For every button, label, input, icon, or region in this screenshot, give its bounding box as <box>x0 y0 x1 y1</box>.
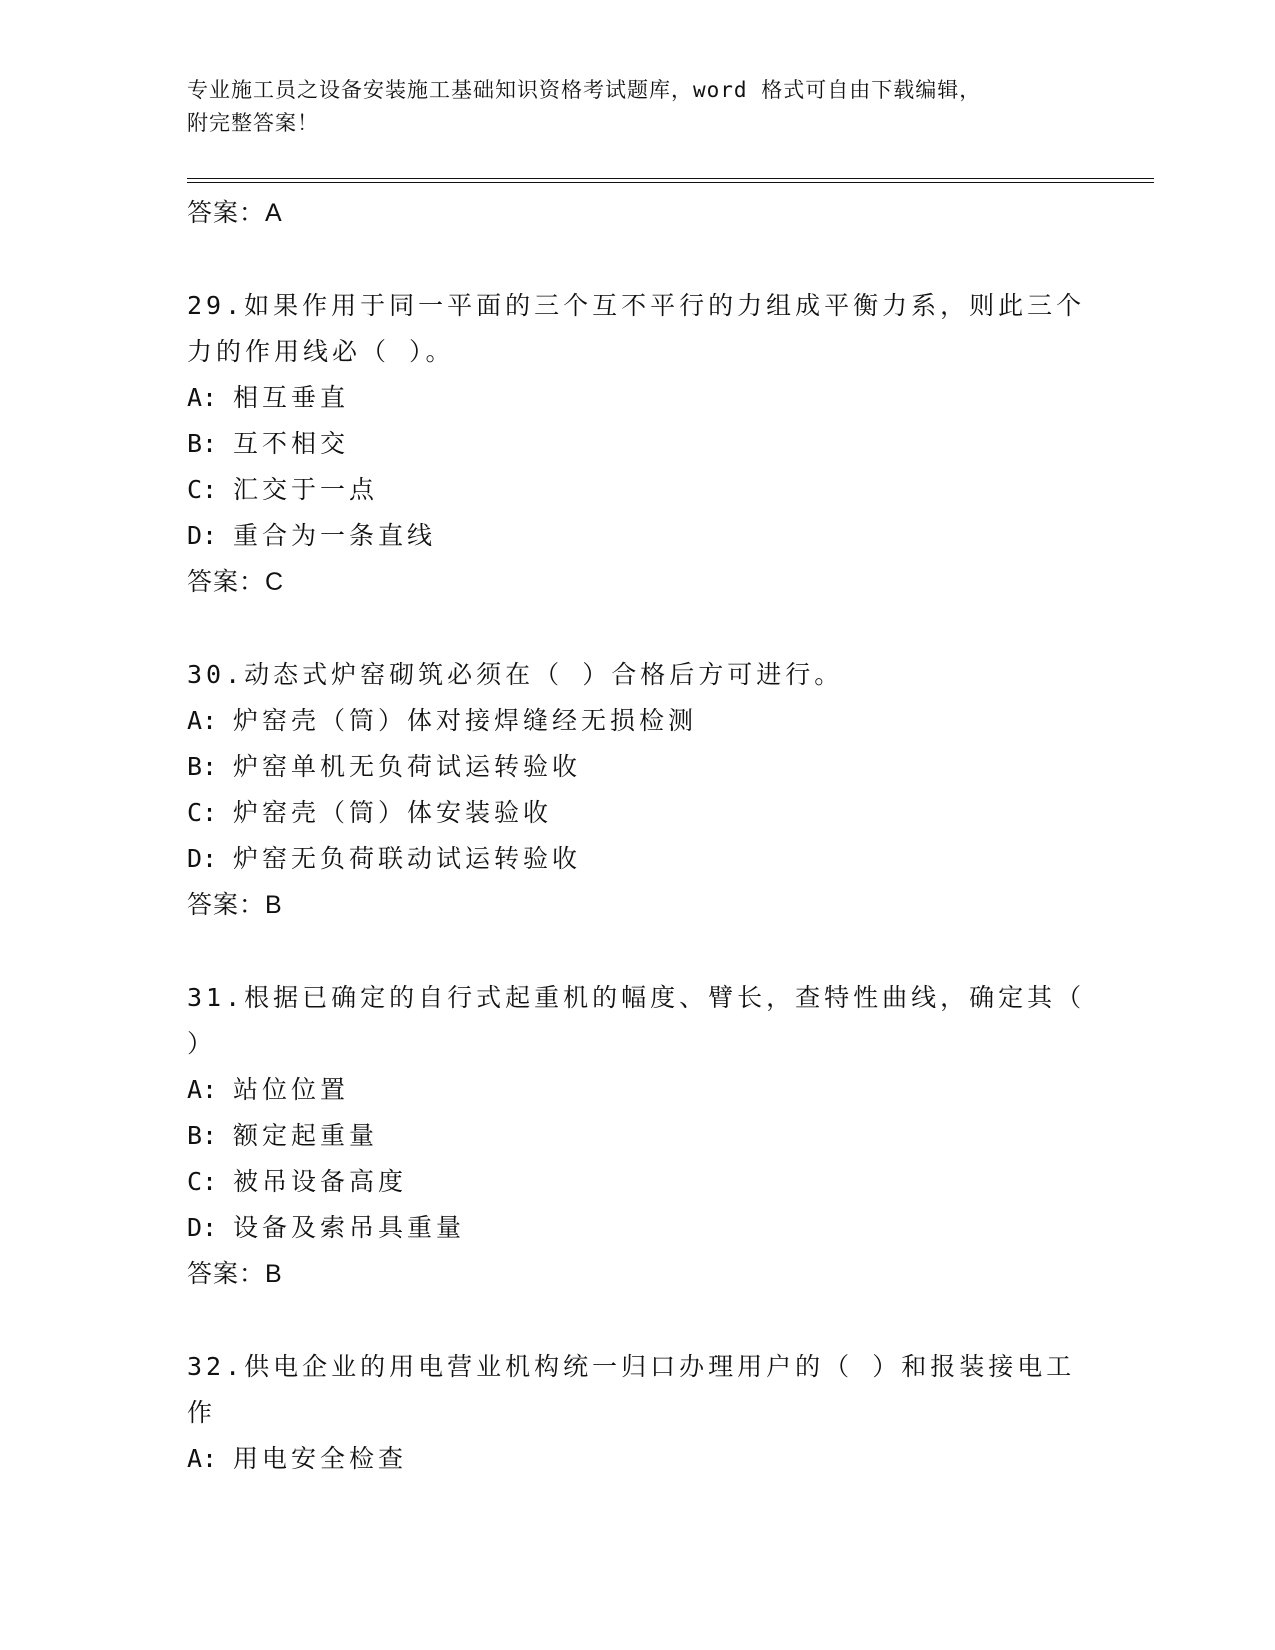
option-text: 站位位置 <box>233 1075 350 1104</box>
option-text: 用电安全检查 <box>233 1444 408 1473</box>
option-text: 炉窑无负荷联动试运转验收 <box>233 844 582 873</box>
option-label: B: <box>187 429 218 458</box>
document-header <box>187 74 1087 140</box>
option-a <box>187 698 1087 744</box>
option-d <box>187 1205 1087 1251</box>
answer-line: 答案：C <box>187 568 285 596</box>
option-c <box>187 1159 1087 1205</box>
option-b <box>187 421 1087 467</box>
option-label: C: <box>187 475 218 504</box>
option-b <box>187 1113 1087 1159</box>
question-29 <box>187 283 1087 605</box>
option-a <box>187 375 1087 421</box>
option-label: A: <box>187 383 218 412</box>
option-d <box>187 513 1087 559</box>
question-text: 力的作用线必（ ）。 <box>187 337 455 366</box>
option-label: A: <box>187 706 218 735</box>
option-a <box>187 1436 1087 1482</box>
option-text: 互不相交 <box>233 429 350 458</box>
option-d <box>187 836 1087 882</box>
question-31 <box>187 975 1087 1297</box>
option-text: 额定起重量 <box>233 1121 379 1150</box>
question-text: 32.供电企业的用电营业机构统一归口办理用户的（ ）和报装接电工 <box>187 1352 1076 1381</box>
answer-line: 答案：B <box>187 891 283 919</box>
option-text: 炉窑壳（筒）体对接焊缝经无损检测 <box>233 706 698 735</box>
question-text: 31.根据已确定的自行式起重机的幅度、臂长，查特性曲线，确定其（ <box>187 983 1086 1012</box>
option-text: 炉窑壳（筒）体安装验收 <box>233 798 553 827</box>
header-line-2: 附完整答案！ <box>187 111 319 135</box>
option-label: A: <box>187 1444 218 1473</box>
option-text: 被吊设备高度 <box>233 1167 408 1196</box>
question-32 <box>187 1344 1087 1482</box>
question-text: ） <box>187 1029 217 1058</box>
question-text: 作 <box>187 1398 217 1427</box>
option-text: 重合为一条直线 <box>233 521 437 550</box>
header-line-1: 专业施工员之设备安装施工基础知识资格考试题库，word 格式可自由下载编辑， <box>187 78 982 102</box>
option-label: B: <box>187 1121 218 1150</box>
option-text: 炉窑单机无负荷试运转验收 <box>233 752 582 781</box>
question-list <box>187 190 1087 1482</box>
option-b <box>187 744 1087 790</box>
option-label: D: <box>187 521 218 550</box>
question-30 <box>187 652 1087 928</box>
option-a <box>187 1067 1087 1113</box>
option-label: D: <box>187 844 218 873</box>
option-text: 设备及索吊具重量 <box>233 1213 466 1242</box>
option-c <box>187 467 1087 513</box>
option-text: 汇交于一点 <box>233 475 379 504</box>
question-text: 29.如果作用于同一平面的三个互不平行的力组成平衡力系，则此三个 <box>187 291 1086 320</box>
option-label: C: <box>187 798 218 827</box>
answer-line: 答案：B <box>187 1260 283 1288</box>
header-divider-bottom <box>187 182 1154 183</box>
header-divider-top <box>187 178 1154 179</box>
answer-line: 答案：A <box>187 199 283 227</box>
option-text: 相互垂直 <box>233 383 350 412</box>
option-c <box>187 790 1087 836</box>
option-label: B: <box>187 752 218 781</box>
option-label: D: <box>187 1213 218 1242</box>
question-text: 30.动态式炉窑砌筑必须在（ ）合格后方可进行。 <box>187 660 844 689</box>
option-label: C: <box>187 1167 218 1196</box>
option-label: A: <box>187 1075 218 1104</box>
